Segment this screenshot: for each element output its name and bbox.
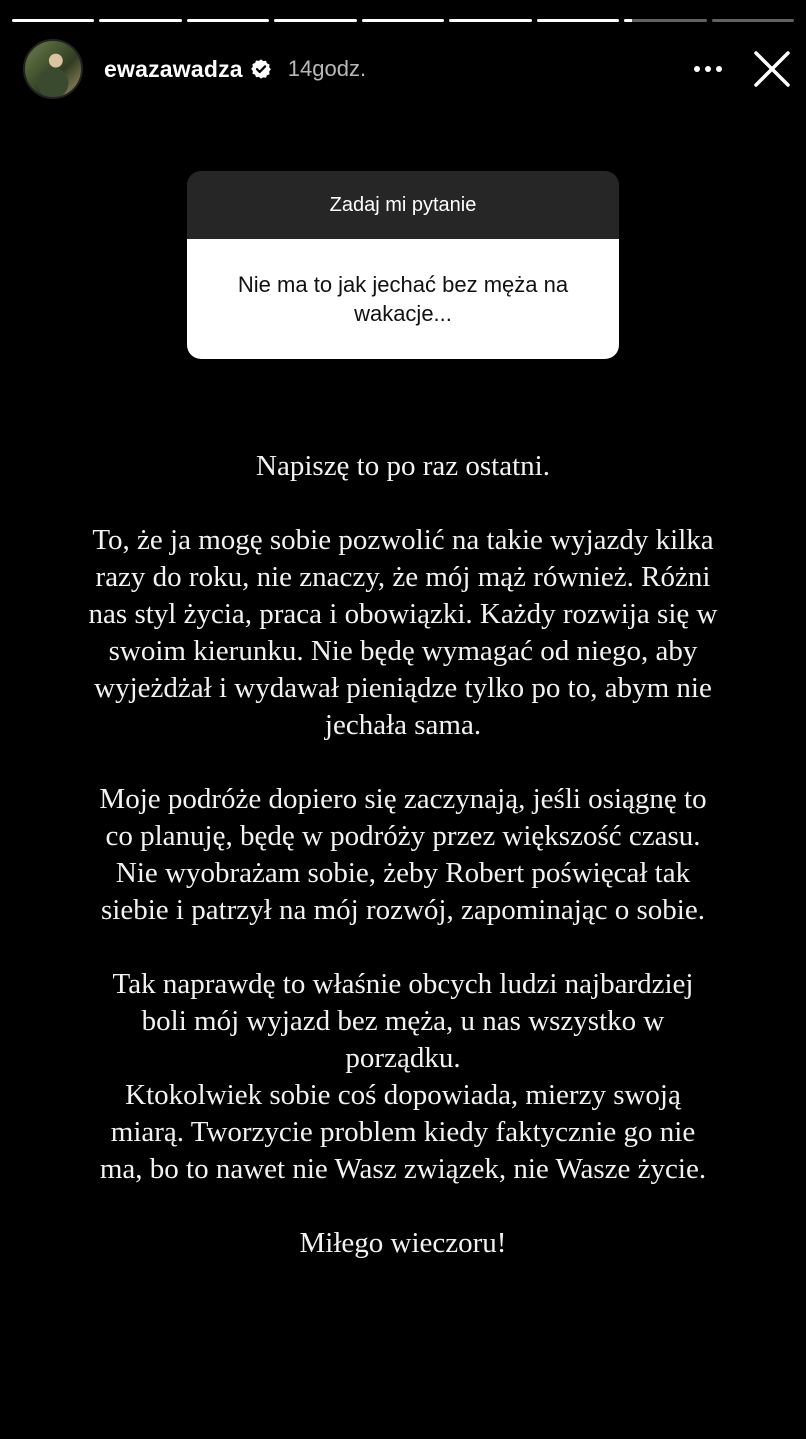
story-progress-fill (12, 19, 94, 22)
text-line: Miłego wieczoru! (299, 1227, 507, 1259)
text-line: Nie wyobrażam sobie, żeby Robert poświęcał tak (115, 857, 691, 889)
story-progress-segment (187, 19, 269, 22)
story-progress-fill (449, 19, 531, 22)
story-progress-segment (449, 19, 531, 22)
text-line: miarą. Tworzycie problem kiedy faktycznie go nie (110, 1116, 696, 1148)
story-progress-segment (274, 19, 356, 22)
story-header (23, 39, 792, 99)
story-progress-fill (274, 19, 356, 22)
text-line: co planuję, będę w podróży przez większość czasu. (105, 820, 701, 852)
more-horizontal-icon (688, 49, 728, 89)
story-progress-bar (12, 19, 794, 22)
text-line: siebie i patrzył na mój rozwój, zapominając o sobie. (101, 894, 705, 926)
story-progress-segment (537, 19, 619, 22)
text-line: jechała sama. (324, 709, 482, 741)
story-text-block (40, 448, 766, 1262)
close-icon (752, 49, 792, 89)
question-sticker-text: Nie ma to jak jechać bez męża na wakacje... (187, 239, 619, 359)
text-line: porządku. (345, 1042, 461, 1074)
story-progress-fill (362, 19, 444, 22)
story-progress-segment (99, 19, 181, 22)
story-progress-segment (12, 19, 94, 22)
text-line: Tak naprawdę to właśnie obcych ludzi najbardziej (112, 968, 694, 1000)
username[interactable]: ewazawadza (104, 55, 243, 82)
text-line: Napiszę to po raz ostatni. (256, 450, 550, 482)
verified-badge-icon (250, 58, 272, 80)
avatar[interactable] (23, 39, 83, 99)
story-progress-fill (187, 19, 269, 22)
text-line: Moje podróże dopiero się zaczynają, jeśli osiągnę to (99, 783, 707, 815)
question-sticker[interactable] (187, 171, 619, 359)
story-progress-fill (99, 19, 181, 22)
text-line: swoim kierunku. Nie będę wymagać od niego, aby (108, 635, 698, 667)
story-progress-segment (362, 19, 444, 22)
question-sticker-title: Zadaj mi pytanie (187, 171, 619, 239)
text-line: To, że ja mogę sobie pozwolić na takie wyjazdy kilka (92, 524, 714, 556)
text-line: ma, bo to nawet nie Wasz związek, nie Wasze życie. (99, 1153, 707, 1185)
text-line: razy do roku, nie znaczy, że mój mąż również. Różni (95, 561, 711, 593)
story-progress-fill (537, 19, 619, 22)
text-line: Ktokolwiek sobie coś dopowiada, mierzy swoją (125, 1079, 681, 1111)
text-line: wyjeżdżał i wydawał pieniądze tylko po to, abym nie (94, 672, 712, 704)
story-progress-fill (624, 19, 632, 22)
close-button[interactable] (752, 49, 792, 89)
more-options-button[interactable] (688, 49, 728, 89)
story-progress-segment (712, 19, 794, 22)
text-line: nas styl życia, praca i obowiązki. Każdy rozwija się w (88, 598, 718, 630)
story-progress-segment (624, 19, 706, 22)
text-line: boli mój wyjazd bez męża, u nas wszystko w (141, 1005, 665, 1037)
post-time: 14godz. (287, 56, 367, 81)
